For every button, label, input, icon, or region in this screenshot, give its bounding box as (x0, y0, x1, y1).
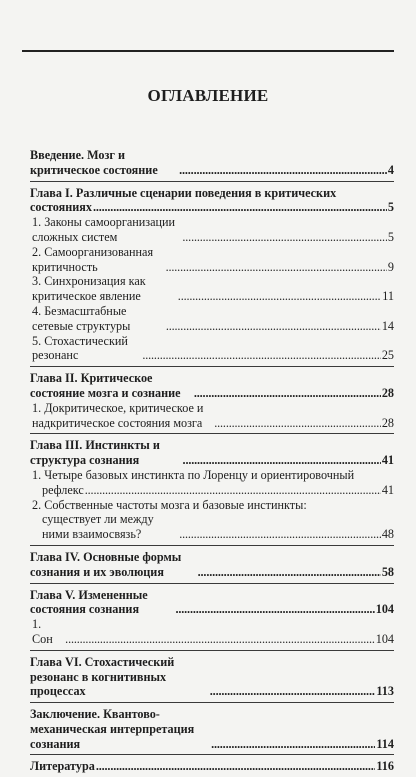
toc-subentry (30, 334, 394, 364)
toc-subentry-line1: 1. Четыре базовых инстинкта по Лоренцу и ориентировочный (32, 467, 355, 482)
toc-chapter-1-title-line1: Глава I. Различные сценарии поведения в критических (30, 185, 337, 200)
table-of-contents (30, 148, 394, 777)
toc-entry-page: 114 (376, 736, 394, 751)
toc-subentry-title: 3. Синхронизация как критическое явление (32, 274, 146, 304)
toc-entry-chapter-2 (30, 371, 394, 401)
toc-section-intro (30, 148, 394, 182)
toc-subentry-title: 1. Сон (32, 617, 53, 646)
toc-section-literature (30, 755, 394, 777)
toc-section-chapter-1 (30, 182, 394, 368)
leader-dots (194, 386, 381, 401)
toc-entry-page: 116 (376, 759, 394, 774)
leader-dots (166, 319, 381, 334)
toc-section-chapter-5 (30, 584, 394, 651)
toc-subentry (30, 304, 394, 334)
toc-section-chapter-2 (30, 367, 394, 434)
leader-dots (182, 230, 387, 245)
toc-entry-page: 5 (387, 200, 394, 215)
toc-subentry-page: 48 (381, 527, 394, 542)
toc-subentry-title: 4. Безмасштабные сетевые структуры (32, 303, 131, 333)
toc-section-chapter-3 (30, 434, 394, 546)
leader-dots (166, 260, 387, 275)
toc-subentry-title: 1. Докритическое, критическое и надкритическое состояния мозга (32, 400, 204, 430)
leader-dots (179, 527, 381, 542)
leader-dots (175, 602, 374, 617)
toc-subentry-page: 9 (387, 259, 394, 274)
leader-dots (211, 737, 375, 752)
toc-subentry-title: 1. Законы самоорганизации сложных систем (32, 215, 176, 244)
toc-entry-chapter-6 (30, 655, 394, 699)
toc-entry-chapter-3 (30, 438, 394, 468)
toc-chapter-1-title-line2: состояниях (30, 200, 92, 215)
toc-subentry-title: 5. Стохастический резонанс (32, 333, 128, 363)
toc-entry-page: 4 (387, 162, 394, 177)
leader-dots (142, 348, 380, 363)
toc-subentry (30, 483, 394, 498)
toc-subentry-page: 41 (381, 482, 394, 497)
toc-subentry-page: 28 (381, 415, 394, 430)
toc-subentry-page: 104 (375, 631, 394, 646)
toc-subentry-title: 2. Самоорганизованная критичность (32, 244, 154, 274)
toc-entry-title: Глава III. Инстинкты и структура сознания (30, 438, 160, 468)
leader-dots (93, 200, 387, 215)
toc-entry-title: Глава IV. Основные формы сознания и их эволюция (30, 549, 182, 579)
toc-entry-page: 28 (381, 385, 394, 400)
toc-subentry-line1: 2. Собственные частоты мозга и базовые инстинкты: (32, 497, 307, 512)
toc-subentry-page: 11 (382, 289, 394, 304)
toc-subentry (30, 401, 394, 431)
top-rule (22, 50, 394, 52)
toc-entry-title: Глава II. Критическое состояние мозга и сознание (30, 371, 181, 400)
toc-subentry-page: 5 (387, 229, 394, 244)
toc-entry-page: 41 (381, 453, 394, 468)
toc-subentry-title: рефлекс (42, 482, 84, 497)
toc-entry-chapter-4 (30, 550, 394, 580)
toc-entry-page: 58 (381, 564, 394, 579)
toc-entry-title: Литература (30, 759, 95, 774)
toc-subentry-page: 25 (381, 348, 394, 363)
toc-section-chapter-4 (30, 546, 394, 584)
toc-subentry (30, 245, 394, 275)
toc-subentry (30, 512, 394, 542)
toc-section-chapter-6 (30, 651, 394, 703)
toc-subentry (30, 617, 394, 647)
toc-entry-literature (30, 759, 394, 774)
toc-subentry (30, 274, 394, 304)
toc-entry-title: Заключение. Квантово-механическая интерпретация сознания (30, 707, 195, 751)
toc-section-conclusion (30, 703, 394, 755)
toc-entry-title: Введение. Мозг и критическое состояние (30, 148, 158, 177)
toc-subentry (30, 215, 394, 245)
toc-entry-intro (30, 148, 394, 178)
leader-dots (198, 565, 381, 580)
leader-dots (214, 416, 381, 431)
leader-dots (183, 453, 381, 468)
toc-entry-page: 104 (375, 602, 394, 617)
toc-entry-chapter-1 (30, 200, 394, 215)
toc-entry-conclusion (30, 707, 394, 751)
leader-dots (65, 632, 375, 647)
toc-entry-chapter-5 (30, 588, 394, 618)
leader-dots (210, 684, 376, 699)
page-title: ОГЛАВЛЕНИЕ (147, 86, 269, 105)
toc-entry-page: 113 (376, 684, 394, 699)
leader-dots (85, 483, 381, 498)
toc-subentry-page: 14 (381, 318, 394, 333)
leader-dots (179, 163, 387, 178)
toc-entry-title: Глава V. Измененные состояния сознания (30, 587, 148, 617)
toc-subentry-title: существует ли между ними взаимосвязь? (42, 512, 154, 542)
leader-dots (96, 759, 376, 774)
leader-dots (178, 289, 381, 304)
toc-entry-title: Глава VI. Стохастический резонанс в когнитивных процессах (30, 654, 175, 699)
